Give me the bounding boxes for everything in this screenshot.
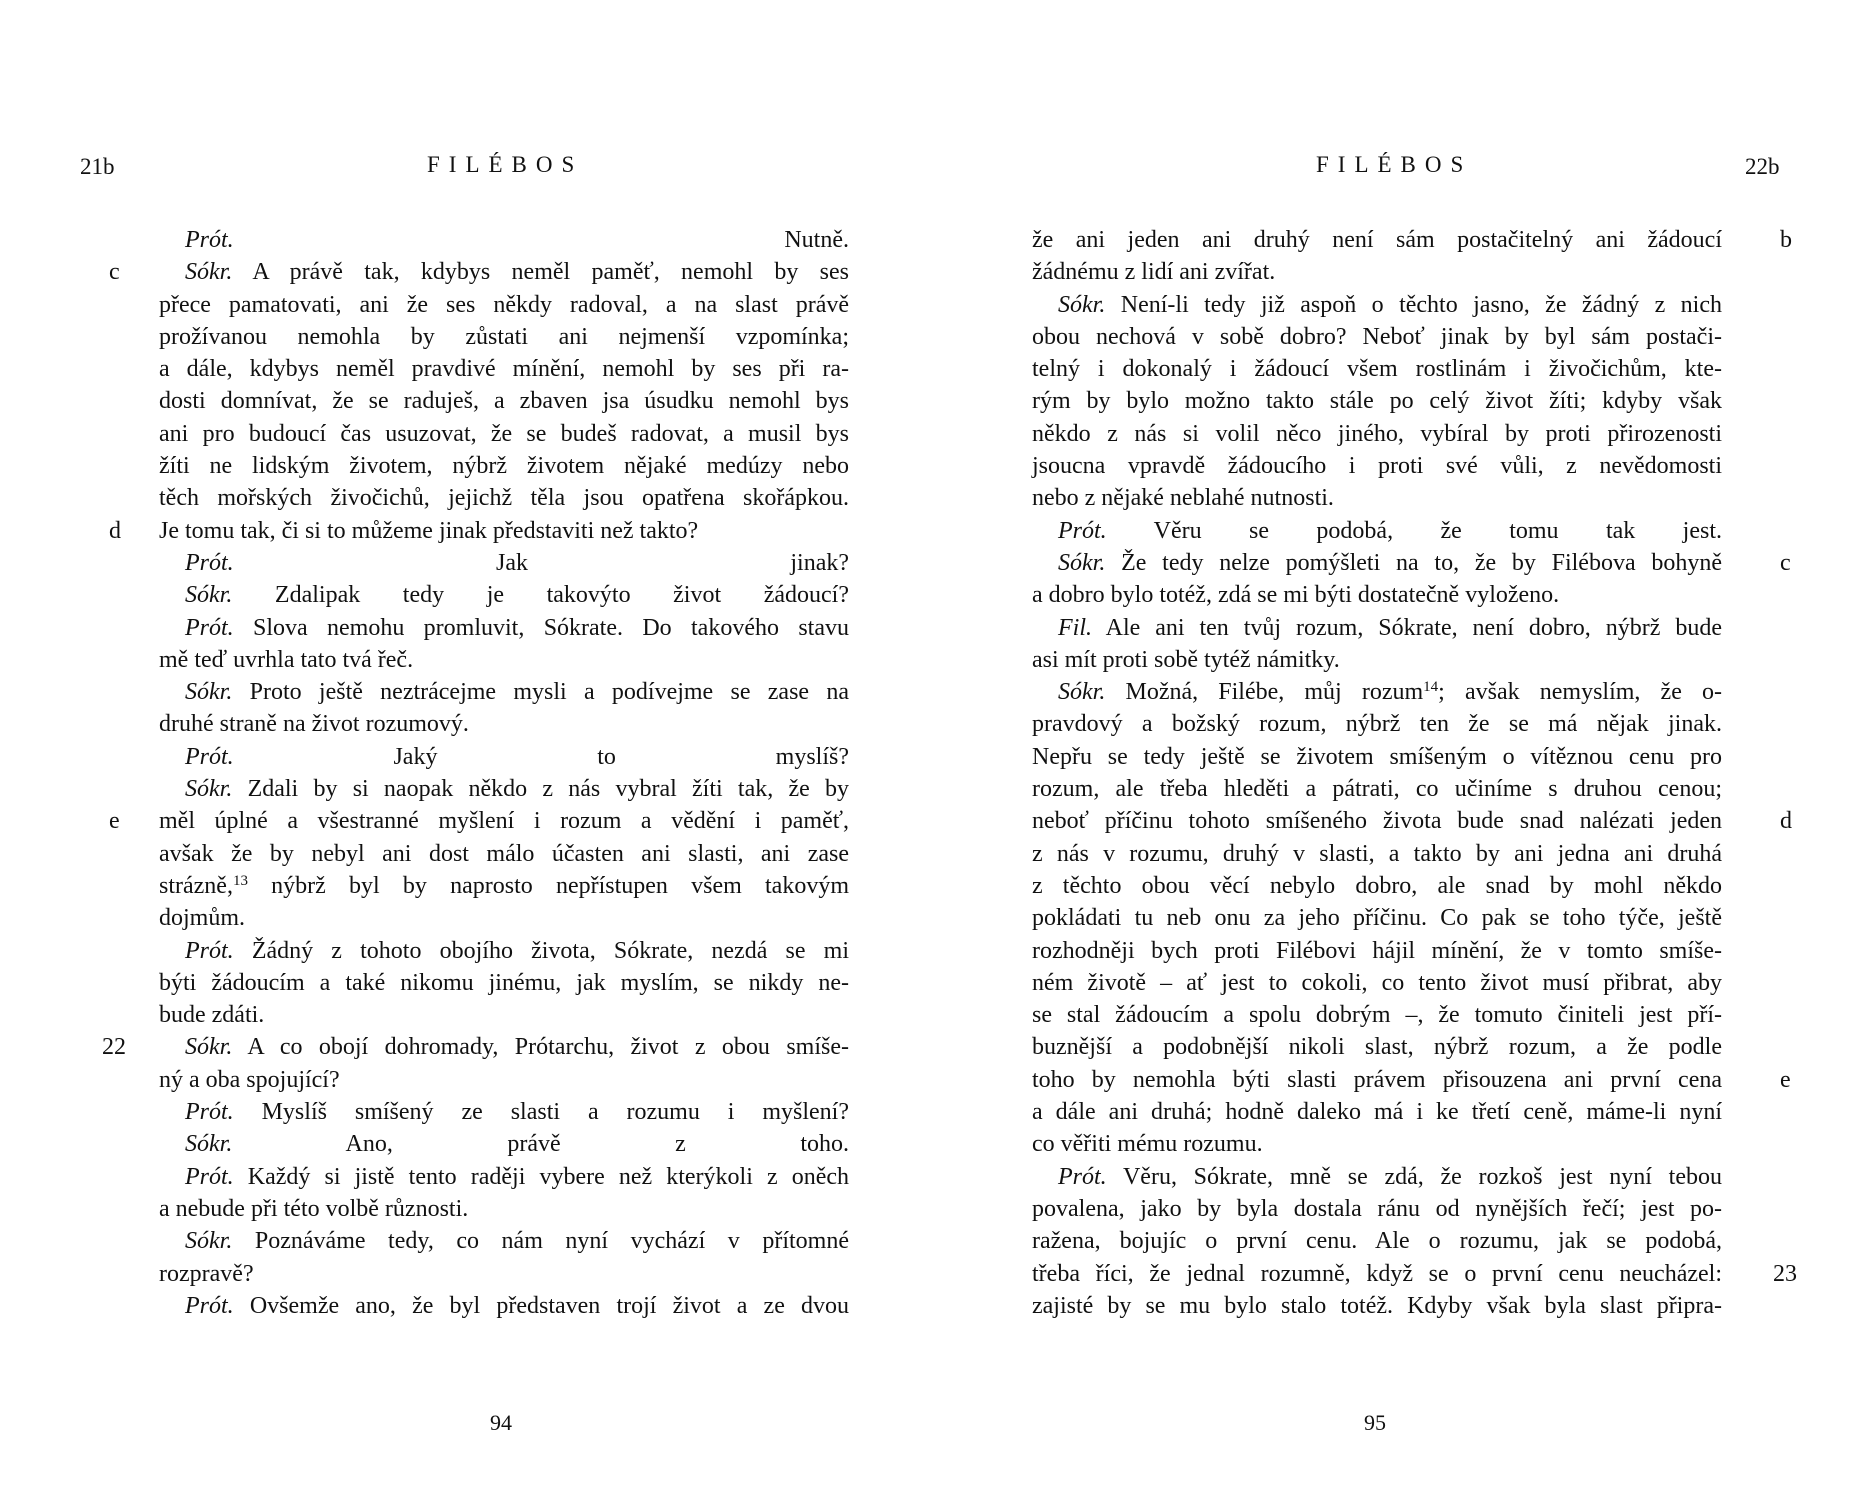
line-text: a dále ani druhá; hodně daleko má i ke třetí ceně, máme-li nyní	[1032, 1099, 1722, 1126]
line-text: Věru se podobá, že tomu tak jest.	[1106, 517, 1722, 544]
line-text: neboť příčinu tohoto smíšeného života bude snad nalézati jeden	[1032, 808, 1722, 835]
line-text: Ovšemže ano, že byl představen trojí život a ze dvou	[233, 1292, 849, 1319]
text-line	[159, 1225, 849, 1257]
text-line	[1032, 579, 1722, 611]
speaker-label: Prót.	[185, 1292, 234, 1319]
line-text: asi mít proti sobě tytéž námitky.	[1032, 646, 1340, 673]
text-line	[159, 385, 849, 417]
page-number: 95	[1364, 1410, 1386, 1435]
line-text: toho by nemohla býti slasti právem přisouzena ani první cena	[1032, 1066, 1722, 1093]
line-text: Je tomu tak, či si to můžeme jinak představiti než takto?	[159, 517, 699, 544]
line-text: Zdalipak tedy je takovýto život žádoucí?	[232, 582, 849, 609]
text-line	[1032, 1096, 1722, 1128]
line-text-continuation: nýbrž byl by naprosto nepřístupen všem takovým	[247, 872, 849, 899]
line-text: dojmům.	[159, 905, 246, 932]
speaker-label: Sókr.	[1058, 291, 1106, 318]
text-line	[1032, 644, 1722, 676]
line-text: Možná, Filébe, můj rozum	[1105, 679, 1424, 706]
line-text: avšak že by nebyl ani dost málo účasten ani slasti, ani zase	[159, 840, 849, 867]
line-text: žádnému z lidí ani zvířat.	[1032, 259, 1276, 286]
stephanus-margin-marker: d	[109, 517, 121, 544]
line-text: Není-li tedy již aspoň o těchto jasno, že žádný z nich	[1105, 291, 1722, 318]
speaker-label: Prót.	[185, 227, 234, 253]
line-text: rozpravě?	[159, 1260, 254, 1287]
text-line	[1032, 805, 1792, 837]
line-text: A právě tak, kdybys neměl paměť, nemohl by ses	[232, 259, 849, 286]
line-text: Proto ještě neztrácejme mysli a podívejme se zase na	[232, 679, 849, 706]
line-text: rozhodněji bych proti Filébovi hájil mínění, že v tomto smíše-	[1032, 937, 1722, 964]
speaker-label: Prót.	[185, 937, 234, 964]
text-line	[159, 353, 849, 385]
stephanus-margin-marker: c	[109, 259, 120, 286]
line-text: ný a oba spojující?	[159, 1066, 340, 1093]
line-text: Nepřu se tedy ještě se životem smíšeným o vítěznou cenu pro	[1032, 743, 1722, 770]
line-text: Nutně.	[233, 227, 849, 253]
text-line	[159, 902, 849, 934]
text-line	[1032, 1064, 1791, 1096]
text-line	[159, 579, 849, 611]
line-text: telný i dokonalý i žádoucí všem rostlinám i živočichům, kte-	[1032, 356, 1722, 383]
text-line	[1032, 353, 1722, 385]
speaker-label: Prót.	[185, 549, 234, 576]
line-text: Že tedy nelze pomýšleti na to, že by Filébova bohyně	[1105, 549, 1722, 576]
speaker-label: Fil.	[1058, 614, 1092, 641]
text-line	[1032, 1258, 1797, 1290]
text-line	[159, 708, 849, 740]
speaker-label: Sókr.	[185, 259, 233, 286]
text-line	[1032, 321, 1722, 353]
text-line	[159, 741, 849, 773]
stephanus-margin-marker: e	[1780, 1066, 1791, 1093]
line-text: buznější a podobnější nikoli slast, nýbrž rozum, a že podle	[1032, 1034, 1722, 1061]
line-text: Jak jinak?	[233, 549, 849, 576]
text-line	[109, 805, 849, 837]
speaker-label: Sókr.	[185, 1131, 233, 1158]
text-line	[1032, 450, 1722, 482]
text-line	[159, 1258, 849, 1290]
line-text: přece pamatovati, ani že ses někdy radoval, a na slast právě	[159, 291, 849, 318]
line-text: že ani jeden ani druhý není sám postačitelný ani žádoucí	[1032, 227, 1722, 253]
text-line	[159, 1096, 849, 1128]
text-line	[159, 224, 849, 256]
line-text: Jaký to myslíš?	[233, 743, 849, 770]
line-text: zajisté by se mu bylo stalo totéž. Kdyby však byla slast připra-	[1032, 1292, 1722, 1319]
text-block	[102, 224, 849, 1322]
speaker-label: Sókr.	[185, 776, 233, 803]
text-line	[1032, 999, 1722, 1031]
text-line	[109, 256, 849, 288]
line-text: jsoucna vpravdě žádoucího i proti své vůli, z nevědomosti	[1032, 453, 1722, 480]
text-line	[159, 838, 849, 870]
text-block	[1032, 224, 1797, 1322]
text-line	[1032, 741, 1722, 773]
running-head: FILÉBOS	[427, 152, 584, 177]
text-line	[1032, 1193, 1722, 1225]
line-text: ražena, bojujíc o první cenu. Ale o rozumu, jak se podobá,	[1032, 1228, 1722, 1255]
text-line	[1032, 773, 1722, 805]
text-line	[102, 1031, 849, 1063]
line-text: strázně,	[159, 872, 233, 899]
text-line	[1032, 838, 1722, 870]
text-line	[159, 935, 849, 967]
text-line	[159, 1128, 849, 1160]
text-line	[1032, 676, 1722, 708]
line-text: rozum, ale třeba hleděti a pátrati, co učiníme s druhou cenou;	[1032, 776, 1722, 803]
speaker-label: Prót.	[1058, 1163, 1107, 1190]
speaker-label: Sókr.	[185, 1034, 233, 1061]
text-line	[1032, 547, 1791, 579]
text-line	[1032, 902, 1722, 934]
line-text: Ano, právě z toho.	[232, 1131, 849, 1158]
line-text: Věru, Sókrate, mně se zdá, že rozkoš jest nyní tebou	[1106, 1163, 1722, 1190]
line-text: rým by bylo možno takto stále po celý život žíti; kdyby však	[1032, 388, 1722, 415]
speaker-label: Sókr.	[185, 582, 233, 609]
text-line	[1032, 935, 1722, 967]
speaker-label: Prót.	[185, 743, 234, 770]
page-number: 94	[490, 1410, 512, 1435]
text-line	[1032, 1161, 1722, 1193]
line-text: žíti ne lidským životem, nýbrž životem nějaké medúzy nebo	[159, 453, 849, 480]
line-text: A co obojí dohromady, Prótarchu, život z obou smíše-	[232, 1034, 849, 1061]
line-text: mě teď uvrhla tato tvá řeč.	[159, 646, 414, 673]
line-text: druhé straně na život rozumový.	[159, 711, 469, 738]
line-text: povalena, jako by byla dostala ránu od nynějších řečí; jest po-	[1032, 1195, 1722, 1222]
stephanus-margin-marker: 22	[102, 1034, 126, 1061]
text-line	[1032, 1031, 1722, 1063]
line-text-continuation: ; avšak nemyslím, že o-	[1438, 679, 1722, 706]
stephanus-margin-marker: d	[1780, 808, 1792, 835]
text-line	[1032, 482, 1722, 514]
footnote-reference[interactable]: 14	[1423, 679, 1439, 696]
text-line	[1032, 967, 1722, 999]
speaker-label: Prót.	[185, 1099, 234, 1126]
text-line	[159, 612, 849, 644]
speaker-label: Sókr.	[185, 679, 233, 706]
line-text: Myslíš smíšený ze slasti a rozumu i myšlení?	[233, 1099, 849, 1126]
text-line	[109, 515, 849, 547]
text-line	[1032, 289, 1722, 321]
line-text: Každý si jistě tento raději vybere než kterýkoli z oněch	[233, 1163, 849, 1190]
line-text: prožívanou nemohla by zůstati ani nejmenší vzpomínka;	[159, 323, 849, 350]
line-text: těch mořských živočichů, jejichž těla jsou opatřena skořápkou.	[159, 485, 849, 512]
line-text: Ale ani ten tvůj rozum, Sókrate, není dobro, nýbrž bude	[1092, 614, 1722, 641]
speaker-label: Prót.	[1058, 517, 1107, 544]
text-line	[159, 289, 849, 321]
text-line	[1032, 224, 1792, 256]
line-text: býti žádoucím a také nikomu jinému, jak myslím, se nikdy ne-	[159, 969, 849, 996]
line-text: ném životě – ať jest to cokoli, co tento život musí přibrat, aby	[1032, 969, 1722, 996]
stephanus-margin-marker: c	[1780, 549, 1791, 576]
stephanus-reference-head: 21b	[80, 154, 115, 179]
line-text: pravdový a božský rozum, nýbrž ten že se má nějak jinak.	[1032, 711, 1722, 738]
line-text: nebo z nějaké neblahé nutnosti.	[1032, 485, 1334, 512]
line-text: dosti domnívat, že se raduješ, a zbaven jsa úsudku nemohl bys	[159, 388, 849, 415]
speaker-label: Sókr.	[1058, 549, 1106, 576]
text-line	[159, 418, 849, 450]
stephanus-margin-marker: 23	[1773, 1260, 1797, 1287]
text-line	[159, 1064, 849, 1096]
text-line	[159, 870, 849, 902]
right-page	[931, 0, 1862, 1501]
line-text: Zdali by si naopak někdo z nás vybral žíti tak, že by	[232, 776, 849, 803]
text-line	[1032, 385, 1722, 417]
line-text: obou nechová v sobě dobro? Neboť jinak by byl sám postači-	[1032, 323, 1722, 350]
text-line	[1032, 870, 1722, 902]
line-text: třeba říci, že jednal rozumně, když se o první cenu neucházel:	[1032, 1260, 1722, 1287]
text-line	[159, 999, 849, 1031]
text-line	[1032, 612, 1722, 644]
line-text: a dobro bylo totéž, zdá se mi býti dostatečně vyloženo.	[1032, 582, 1560, 609]
line-text: pokládati tu neb onu za jeho příčinu. Co pak se toho týče, ještě	[1032, 905, 1722, 932]
line-text: někdo z nás si volil něco jiného, vybíral by proti přirozenosti	[1032, 420, 1722, 447]
line-text: a nebude při této volbě různosti.	[159, 1195, 469, 1222]
speaker-label: Prót.	[185, 614, 234, 641]
text-line	[159, 967, 849, 999]
text-line	[1032, 1128, 1722, 1160]
speaker-label: Prót.	[185, 1163, 234, 1190]
stephanus-margin-marker: b	[1780, 227, 1792, 253]
line-text: Slova nemohu promluvit, Sókrate. Do takového stavu	[233, 614, 849, 641]
text-line	[159, 1193, 849, 1225]
line-text: měl úplné a všestranné myšlení i rozum a vědění i paměť,	[159, 808, 849, 835]
footnote-reference[interactable]: 13	[232, 872, 248, 889]
line-text: ani pro budoucí čas usuzovat, že se budeš radovat, a musil bys	[159, 420, 849, 447]
line-text: Žádný z tohoto obojího života, Sókrate, nezdá se mi	[233, 937, 849, 964]
stephanus-reference-head: 22b	[1745, 154, 1780, 179]
running-head: FILÉBOS	[1316, 152, 1473, 177]
line-text: a dále, kdybys neměl pravdivé mínění, nemohl by ses při ra-	[159, 356, 849, 383]
line-text: bude zdáti.	[159, 1002, 265, 1029]
line-text: z nás v rozumu, druhý v slasti, a takto by ani jedna ani druhá	[1032, 840, 1722, 867]
text-line	[159, 676, 849, 708]
text-line	[159, 1161, 849, 1193]
text-line	[159, 321, 849, 353]
line-text: z těchto obou věcí nebylo dobro, ale snad by mohl někdo	[1032, 872, 1722, 899]
text-line	[1032, 515, 1722, 547]
line-text: se stal žádoucím a spolu dobrým –, že tomuto činiteli jest pří-	[1032, 1002, 1722, 1029]
text-line	[159, 547, 849, 579]
text-line	[159, 644, 849, 676]
text-line	[1032, 418, 1722, 450]
text-line	[1032, 256, 1722, 288]
speaker-label: Sókr.	[1058, 679, 1106, 706]
line-text: co věřiti mému rozumu.	[1032, 1131, 1263, 1158]
text-line	[159, 450, 849, 482]
text-line	[159, 1290, 849, 1322]
text-line	[159, 773, 849, 805]
text-line	[159, 482, 849, 514]
text-line	[1032, 708, 1722, 740]
text-line	[1032, 1290, 1722, 1322]
stephanus-margin-marker: e	[109, 808, 120, 835]
speaker-label: Sókr.	[185, 1228, 233, 1255]
line-text: Poznáváme tedy, co nám nyní vychází v přítomné	[232, 1228, 849, 1255]
text-line	[1032, 1225, 1722, 1257]
